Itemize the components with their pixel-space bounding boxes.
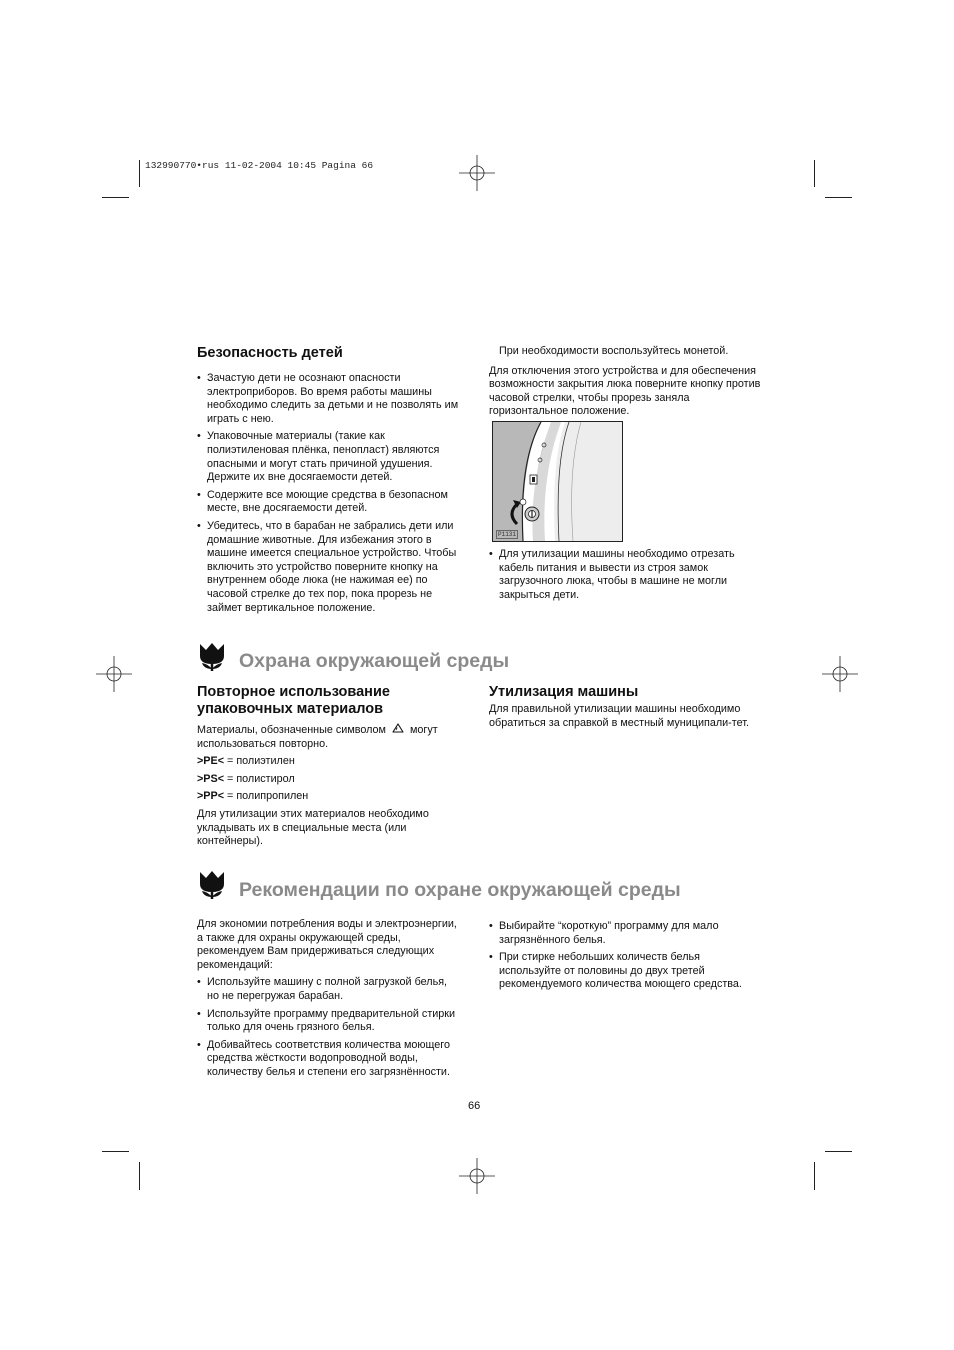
print-header: 132990770•rus 11-02-2004 10:45 Pagina 66 xyxy=(145,160,374,171)
list-item: • Зачастую дети не осознают опасности электроприборов. Во время работы машины необходимо следить за детьми и не позволять им играть с нею. xyxy=(197,372,469,426)
material-code-row xyxy=(197,790,459,804)
list-item: • Используйте программу предварительной стирки только для очень грязного белья. xyxy=(197,1008,459,1035)
tulip-icon xyxy=(197,868,227,900)
material-desc: = полиэтилен xyxy=(224,755,295,768)
material-desc: = полипропилен xyxy=(224,790,309,803)
packaging-title-line2: упаковочных материалов xyxy=(197,701,384,717)
eco-tips-intro: Для экономии потребления воды и электроэнергии, а также для охраны окружающей среды, рекомендуем Вам придерживаться следующих рекомендаций: xyxy=(197,918,457,971)
crop-mark xyxy=(825,197,852,198)
machine-disposal-text: Для правильной утилизации машины необходимо обратиться за справкой в местный муниципали-тет. xyxy=(489,703,749,729)
list-item: • Добивайтесь соответствия количества моющего средства жёсткости водопроводной воды, количеству белья и степени его загрязнённости. xyxy=(197,1039,459,1080)
environment-title: Охрана окружающей среды xyxy=(239,650,510,672)
material-code-row xyxy=(197,773,459,787)
eco-tips-left xyxy=(197,918,459,1084)
crop-mark xyxy=(102,1151,129,1152)
figure-label: P1131 xyxy=(498,531,517,538)
crop-mark xyxy=(102,197,129,198)
recycle-icon xyxy=(391,723,405,735)
packaging-outro: Для утилизации этих материалов необходимо укладывать их в специальные места (или контейнеры). xyxy=(197,807,429,848)
eco-tips-right xyxy=(489,920,751,996)
child-safety-title: Безопасность детей xyxy=(197,345,343,361)
registration-mark-icon xyxy=(96,656,132,692)
registration-mark-icon xyxy=(459,155,495,191)
packaging-title xyxy=(197,684,390,718)
packaging-intro xyxy=(197,723,459,751)
crop-mark xyxy=(825,1151,852,1152)
crop-mark xyxy=(814,160,815,187)
disable-note: Для отключения этого устройства и для обеспечения возможности закрытия люка поверните кнопку против часовой стрелки, чтобы прорезь заняла горизонтальное положение. xyxy=(489,364,761,418)
list-item: • При стирке небольших количеств белья используйте от половины до двух третей рекомендуемого количества моющего средства. xyxy=(489,951,751,992)
packaging-intro-after: могут использоваться повторно. xyxy=(197,724,438,750)
list-item: • Убедитесь, что в барабан не забрались дети или домашние животные. Для избежания этого в машине имеется специальное устройство. Чтобы включить это устройство поверните кнопку на внутреннем ободе люка (не нажимая ее) по часовой стрелке до тех пор, пока прорезь не займет вертикальное положение. xyxy=(197,520,469,615)
list-item: • Используйте машину с полной загрузкой белья, но не перегружая барабан. xyxy=(197,976,459,1003)
packaging-title-line1: Повторное использование xyxy=(197,684,390,700)
page-number: 66 xyxy=(468,1100,481,1112)
registration-mark-icon xyxy=(822,656,858,692)
list-item: • Содержите все моющие средства в безопасном месте, вне досягаемости детей. xyxy=(197,489,469,516)
material-code: >PS< xyxy=(197,772,225,785)
material-code: >PP< xyxy=(197,790,225,803)
disposal-bullet-block xyxy=(489,548,761,606)
material-desc: = полистирол xyxy=(224,772,295,785)
material-code-row xyxy=(197,755,459,769)
eco-tips-title: Рекомендации по охране окружающей среды xyxy=(239,879,681,901)
crop-mark xyxy=(814,1162,815,1190)
child-safety-bullets xyxy=(197,372,469,619)
list-item: • Для утилизации машины необходимо отрезать кабель питания и вывести из строя замок загрузочного люка, чтобы в машине не могли закрыться дети. xyxy=(489,548,761,602)
door-lock-illustration xyxy=(492,421,623,542)
list-item: • Упаковочные материалы (такие как полиэтиленовая плёнка, пенопласт) являются опасными и могут стать причиной удушения. Держите их вне досягаемости детей. xyxy=(197,430,469,484)
packaging-intro-before: Материалы, обозначенные символом xyxy=(197,724,386,736)
child-safety-right xyxy=(489,345,761,423)
crop-mark xyxy=(139,160,140,187)
coin-note: При необходимости воспользуйтесь монетой. xyxy=(499,345,729,357)
door-lock-drawing-icon xyxy=(493,422,622,541)
list-item: • Выбирайте “короткую” программу для мало загрязнённого белья. xyxy=(489,920,751,947)
crop-mark xyxy=(139,1162,140,1190)
material-code: >PE< xyxy=(197,755,225,768)
machine-disposal-title: Утилизация машины xyxy=(489,684,639,700)
registration-mark-icon xyxy=(459,1158,495,1194)
tulip-icon xyxy=(197,640,227,672)
packaging-body xyxy=(197,723,459,853)
